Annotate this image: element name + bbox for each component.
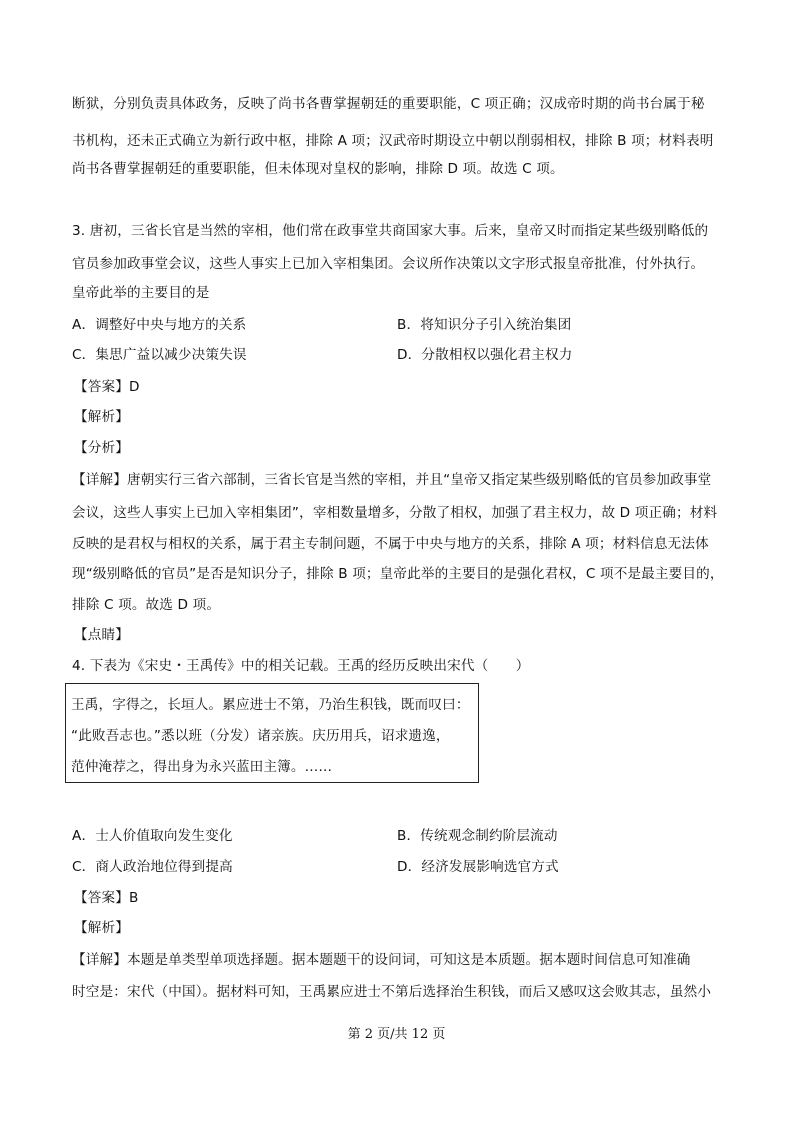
detail-line: 反映的是君权与相权的关系，属于君主专制问题，不属于中央与地方的关系，排除 A 项；材料信息无法体	[72, 536, 709, 552]
fenxi-label: 【分析】	[74, 440, 129, 456]
option-b: B．将知识分子引入统治集团	[397, 317, 572, 333]
paragraph-line: 断狱，分别负责具体政务，反映了尚书各曹掌握朝廷的重要职能，C 项正确；汉成帝时期的尚书台属于秘	[72, 96, 705, 112]
question-3-stem: 皇帝此举的主要目的是	[72, 285, 210, 301]
question-3-stem: 官员参加政事堂会议，这些人事实上已加入宰相集团。会议所作决策以文字形式报皇帝批准，付外执行。	[72, 256, 705, 272]
detail-line: 【详解】本题是单类型单项选择题。据本题题干的设问词，可知这是本质题。据本题时间信息可知准确	[72, 952, 691, 968]
option-b: B．传统观念制约阶层流动	[397, 828, 558, 844]
analysis-label: 【解析】	[74, 920, 129, 936]
dianjing-label: 【点睛】	[74, 627, 129, 643]
detail-line: 现“级别略低的官员”是否是知识分子，排除 B 项；皇帝此举的主要目的是强化君权，C 项不是最主要目的，	[72, 566, 724, 582]
option-d: D．分散相权以强化君主权力	[397, 347, 573, 363]
paragraph-line: 尚书各曹掌握朝廷的重要职能，但未体现对皇权的影响，排除 D 项。故选 C 项。	[72, 161, 564, 177]
question-4-stem: 4. 下表为《宋史・王禹传》中的相关记载。王禹的经历反映出宋代（ ）	[72, 658, 530, 674]
page-footer: 第 2 页/共 12 页	[347, 1027, 446, 1042]
quote-line: 王禹，字得之，长垣人。累应进士不第，乃治生积钱，既而叹曰：	[71, 697, 470, 713]
option-c: C．集思广益以减少决策失误	[72, 347, 247, 363]
quote-line: “此败吾志也。”悉以班（分发）诸亲族。庆历用兵，诏求遗逸，	[71, 728, 450, 744]
question-3-stem: 3. 唐初，三省长官是当然的宰相，他们常在政事堂共商国家大事。后来，皇帝又时而指定某些级别略低的	[72, 223, 709, 239]
detail-line: 【详解】唐朝实行三省六部制，三省长官是当然的宰相，并且“皇帝又指定某些级别略低的官员参加政事堂	[72, 472, 712, 488]
quote-line: 范仲淹荐之，得出身为永兴蓝田主簿。……	[71, 759, 333, 775]
analysis-label: 【解析】	[74, 409, 129, 425]
detail-line: 时空是：宋代（中国）。据材料可知，王禹累应进士不第后选择治生积钱，而后又感叹这会败其志，虽然小	[72, 984, 712, 1000]
detail-line: 排除 C 项。故选 D 项。	[72, 597, 221, 613]
option-a: A．调整好中央与地方的关系	[72, 317, 247, 333]
detail-line: 会议，这些人事实上已加入宰相集团”，宰相数量增多，分散了相权，加强了君主权力，故 D 项正确；材料	[72, 505, 718, 521]
paragraph-line: 书机构，还未正式确立为新行政中枢，排除 A 项；汉武帝时期设立中朝以削弱相权，排除 B 项；材料表明	[72, 133, 714, 149]
answer-label: 【答案】B	[74, 890, 139, 906]
option-c: C．商人政治地位得到提高	[72, 859, 233, 875]
option-d: D．经济发展影响选官方式	[397, 859, 559, 875]
option-a: A．士人价值取向发生变化	[72, 828, 233, 844]
answer-label: 【答案】D	[74, 379, 140, 395]
